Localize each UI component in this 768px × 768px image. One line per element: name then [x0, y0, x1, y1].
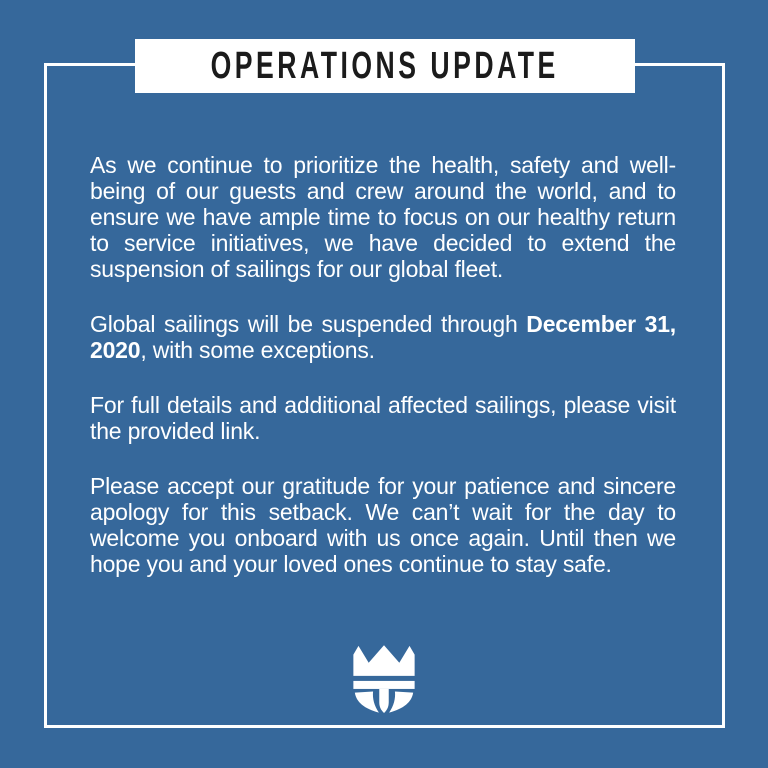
paragraph-details-link: For full details and additional affected sailings, please visit the provided link. [90, 392, 676, 444]
crown-and-anchor-logo [348, 643, 421, 713]
header-banner [135, 39, 635, 93]
paragraph-suspension-extension: As we continue to prioritize the health, safety and well-being of our guests and crew around the world, and to ensure we have ample time to focus on our healthy return to service initiatives, we have decided to extend the suspension of sailings for our global fleet. [90, 152, 676, 282]
paragraph-suspension-dates [90, 311, 676, 363]
suspension-date-prefix: Global sailings will be suspended through [90, 311, 527, 337]
suspension-date-suffix: , with some exceptions. [140, 337, 375, 363]
suspension-end-date: December 31, 2020 [90, 311, 676, 363]
paragraph-gratitude: Please accept our gratitude for your patience and sincere apology for this setback. We can’t wait for the day to welcome you onboard with us once again. Until then we hope you and your loved ones continue to stay safe. [90, 473, 676, 577]
page-title: OPERATIONS UPDATE [210, 44, 560, 87]
body-text [90, 152, 676, 606]
crown-and-anchor-icon [353, 645, 414, 713]
